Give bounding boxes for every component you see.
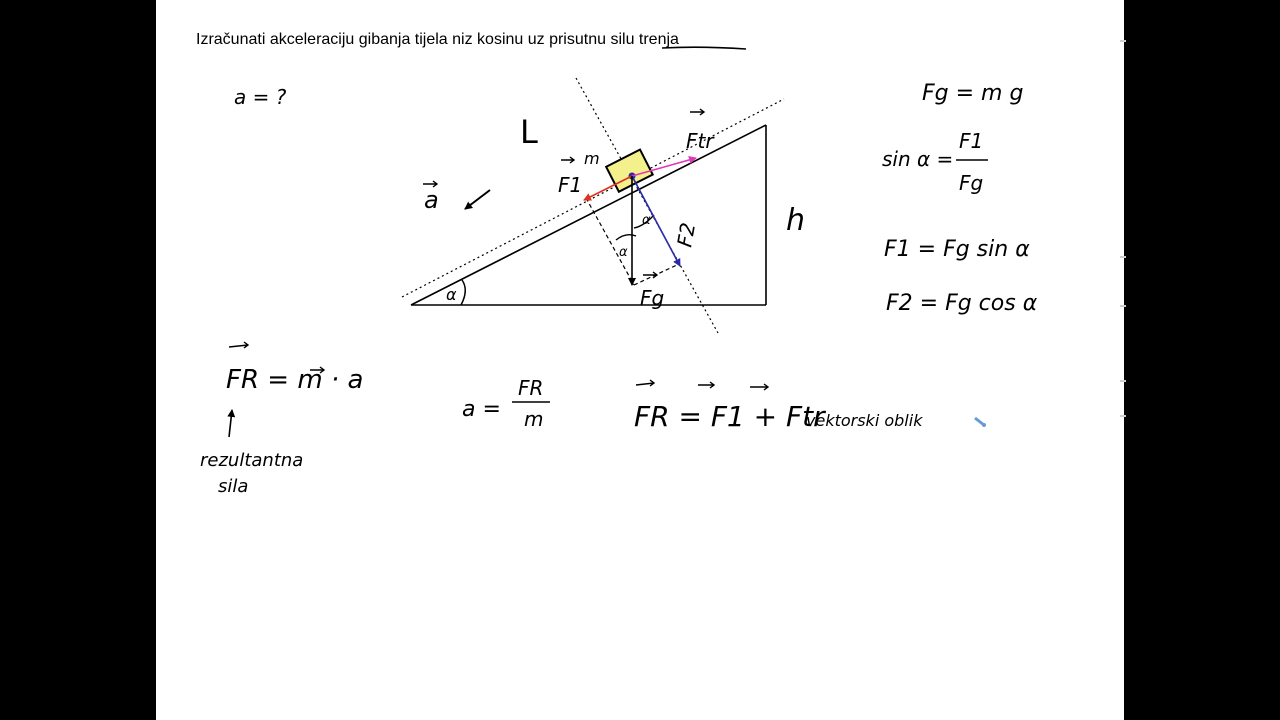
vector-f2-blue — [632, 176, 680, 266]
equation-sin-left: sin α = — [882, 147, 954, 171]
resultant-pointer-arrow — [229, 410, 232, 437]
equation-weight: Fg = m g — [922, 81, 1024, 106]
vector-form-note: vektorski oblik — [806, 411, 923, 430]
equation-newton: FR = m · a — [226, 365, 364, 395]
length-label: L — [520, 113, 538, 151]
overbar-fr-sum — [636, 380, 654, 386]
dashed-construction-1 — [586, 198, 634, 285]
overbar-ftr — [690, 109, 704, 115]
equation-sin-denominator: Fg — [959, 171, 984, 195]
accel-vector-label: a — [424, 186, 439, 214]
title-underline — [662, 47, 746, 49]
overbar-f1 — [561, 157, 574, 163]
overbar-f1-sum — [698, 382, 714, 388]
equation-vector-sum: FR = F1 + Ftr — [634, 400, 825, 433]
accel-arrow — [465, 190, 490, 209]
whiteboard-page — [156, 0, 1124, 720]
angle-arc-base — [461, 280, 465, 305]
unknown-acceleration: a = ? — [234, 85, 287, 109]
problem-underlined-term: silu trenja — [610, 31, 679, 48]
mass-label: m — [584, 149, 600, 168]
angle-label-f2: α — [642, 213, 651, 228]
overbar-ftr-sum — [750, 384, 768, 390]
equation-sin-numerator: F1 — [959, 129, 984, 153]
handwritten-canvas — [156, 0, 1124, 720]
angle-label-base: α — [446, 285, 457, 304]
edge-glyph-4 — [1120, 380, 1126, 382]
ftr-label: Ftr — [686, 129, 714, 153]
height-label: h — [786, 203, 806, 238]
equation-f1: F1 = Fg sin α — [884, 237, 1030, 262]
edge-glyph-5 — [1120, 415, 1126, 417]
f2-label: F2 — [672, 220, 701, 249]
dotted-parallel-line — [402, 99, 784, 297]
fg-label: Fg — [640, 286, 665, 310]
edge-glyph-1 — [1120, 40, 1126, 42]
f1-label: F1 — [558, 173, 583, 197]
angle-arc-fg — [616, 235, 636, 240]
equation-a-lhs: a = — [462, 397, 501, 422]
equation-f2: F2 = Fg cos α — [886, 291, 1038, 316]
edge-glyph-2 — [1120, 256, 1126, 258]
equation-a-denominator: m — [524, 407, 544, 431]
overbar-fr-left — [229, 342, 248, 348]
resultant-label-1: rezultantna — [200, 450, 304, 471]
equation-a-numerator: FR — [518, 376, 544, 400]
pen-cursor-icon — [975, 418, 986, 427]
edge-glyph-3 — [1120, 305, 1126, 307]
angle-label-fg: α — [619, 245, 628, 260]
problem-text: Izračunati akceleraciju gibanja tijela niz kosinu uz prisutnu — [196, 31, 611, 48]
resultant-label-2: sila — [218, 476, 249, 497]
